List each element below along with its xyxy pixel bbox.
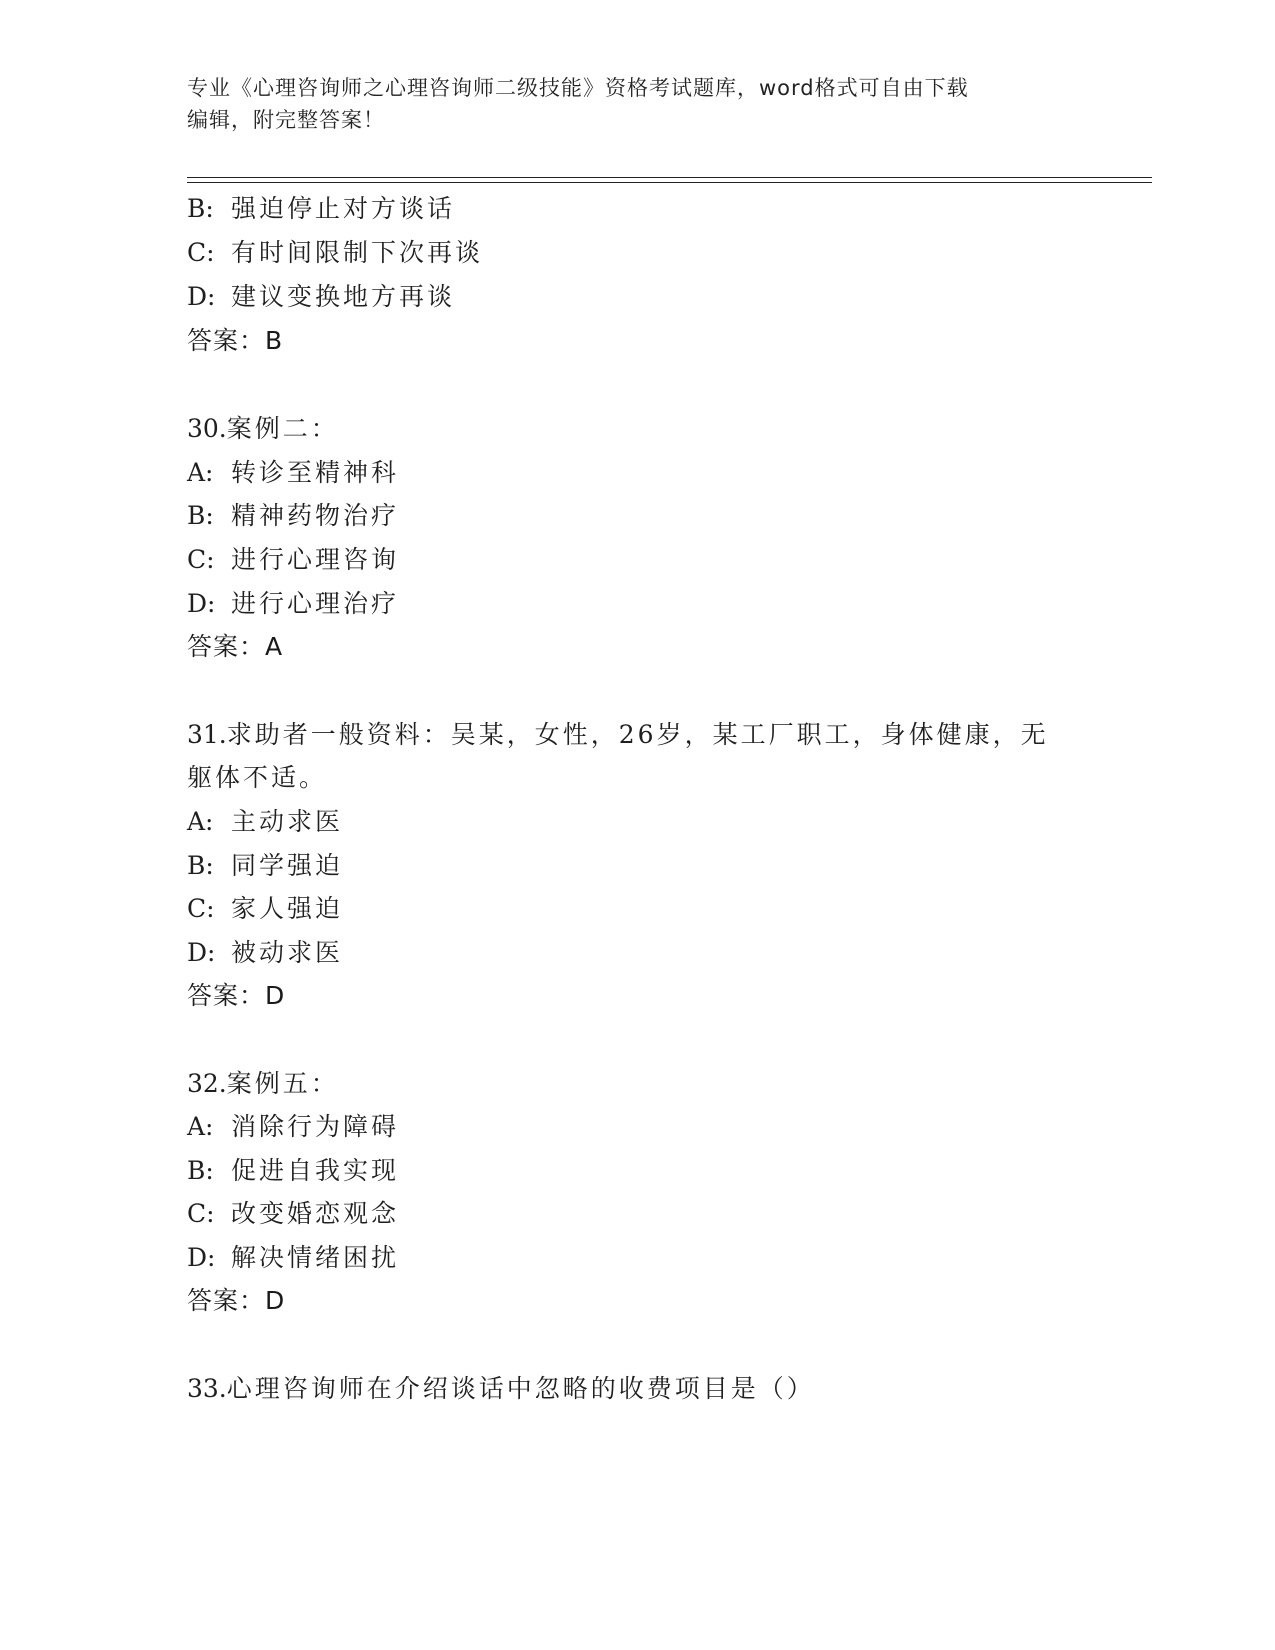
- q32-answer: 答案：D: [187, 1286, 286, 1315]
- option-key: C:: [187, 1199, 215, 1228]
- option-text: 家人强迫: [231, 894, 344, 923]
- q29-option-b: [187, 192, 455, 226]
- option-text: 解决情绪困扰: [231, 1243, 400, 1272]
- q32-stem: [187, 1067, 339, 1101]
- q30-stem: [187, 412, 339, 446]
- option-key: C:: [187, 894, 215, 923]
- q31-option-c: [187, 892, 343, 926]
- option-text: 精神药物治疗: [231, 501, 400, 530]
- q30-option-a: [187, 456, 399, 490]
- option-text: 被动求医: [231, 938, 344, 967]
- option-text: 进行心理治疗: [231, 589, 400, 618]
- q29-option-c: [187, 236, 483, 270]
- question-text: 案例二：: [226, 414, 339, 443]
- option-key: A:: [187, 1112, 214, 1141]
- option-text: 建议变换地方再谈: [231, 282, 456, 311]
- q29-option-d: [187, 280, 455, 314]
- q31-option-d: [187, 936, 343, 970]
- question-text: 心理咨询师在介绍谈话中忽略的收费项目是（）: [226, 1374, 815, 1403]
- option-key: A:: [187, 807, 214, 836]
- option-key: C:: [187, 238, 215, 267]
- q30-option-c: [187, 543, 399, 577]
- option-key: C:: [187, 545, 215, 574]
- option-text: 进行心理咨询: [231, 545, 400, 574]
- question-number: 32.: [187, 1069, 227, 1098]
- option-key: D:: [187, 282, 216, 311]
- q33-stem: [187, 1372, 815, 1406]
- question-number: 30.: [187, 414, 227, 443]
- q30-option-b: [187, 499, 399, 533]
- option-key: B:: [187, 501, 214, 530]
- option-key: B:: [187, 1156, 214, 1185]
- q31-stem: [187, 718, 1049, 752]
- q32-option-d: [187, 1241, 399, 1275]
- header-divider-bottom: [187, 182, 1152, 183]
- option-text: 转诊至精神科: [231, 458, 400, 487]
- q30-answer: 答案：A: [187, 632, 284, 661]
- option-key: B:: [187, 851, 214, 880]
- q32-option-a: [187, 1110, 399, 1144]
- option-text: 改变婚恋观念: [231, 1199, 400, 1228]
- document-header: [187, 72, 1087, 136]
- option-text: 主动求医: [231, 807, 344, 836]
- question-number: 31.: [187, 720, 227, 749]
- option-key: A:: [187, 458, 214, 487]
- header-divider-top: [187, 177, 1152, 178]
- option-text: 促进自我实现: [231, 1156, 400, 1185]
- q32-option-b: [187, 1154, 399, 1188]
- option-key: B:: [187, 194, 214, 223]
- question-number: 33.: [187, 1374, 227, 1403]
- q30-option-d: [187, 587, 399, 621]
- option-key: D:: [187, 938, 216, 967]
- option-key: D:: [187, 589, 216, 618]
- q32-option-c: [187, 1197, 399, 1231]
- q31-option-b: [187, 849, 343, 883]
- q31-answer: 答案：D: [187, 981, 286, 1010]
- option-text: 强迫停止对方谈话: [231, 194, 456, 223]
- header-line-2: 编辑，附完整答案！: [187, 108, 385, 132]
- option-text: 有时间限制下次再谈: [231, 238, 484, 267]
- header-line-1: 专业《心理咨询师之心理咨询师二级技能》资格考试题库，word格式可自由下载: [187, 76, 969, 100]
- q29-answer: 答案：B: [187, 326, 284, 355]
- option-text: 消除行为障碍: [231, 1112, 400, 1141]
- option-key: D:: [187, 1243, 216, 1272]
- question-text: 案例五：: [226, 1069, 339, 1098]
- q31-option-a: [187, 805, 343, 839]
- question-text: 求助者一般资料：吴某，女性，26岁，某工厂职工，身体健康，无: [226, 720, 1049, 749]
- q31-stem-continued: 躯体不适。: [187, 763, 328, 792]
- option-text: 同学强迫: [231, 851, 344, 880]
